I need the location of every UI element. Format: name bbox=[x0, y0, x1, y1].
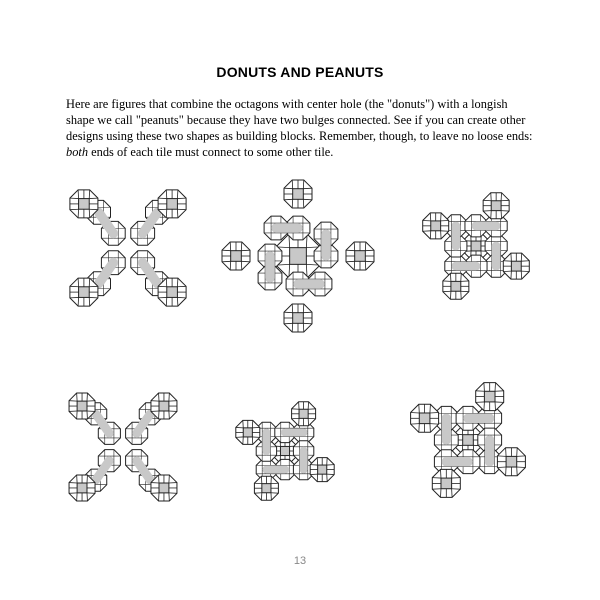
donut-hole bbox=[471, 241, 481, 251]
design-4-figure bbox=[48, 372, 198, 522]
donut-hole bbox=[79, 287, 90, 298]
donut-hole bbox=[506, 456, 517, 467]
design-1-figure bbox=[48, 168, 208, 328]
donut-hole bbox=[491, 201, 501, 211]
donut-hole bbox=[293, 189, 304, 200]
page-title: DONUTS AND PEANUTS bbox=[216, 64, 384, 80]
donut-tile bbox=[151, 393, 177, 419]
donut-hole bbox=[299, 409, 308, 418]
donut-tile bbox=[151, 475, 177, 501]
donut-hole bbox=[77, 483, 87, 493]
donut-tile bbox=[503, 253, 529, 279]
donut-tile bbox=[292, 402, 316, 426]
donut-hole bbox=[262, 484, 271, 493]
donut-hole bbox=[355, 251, 366, 262]
intro-emphasis: both bbox=[66, 145, 89, 159]
peanut-core-edge bbox=[137, 461, 151, 481]
donut-tile bbox=[310, 458, 334, 482]
donut-tile bbox=[346, 242, 374, 270]
peanut-core-edge bbox=[143, 263, 158, 284]
page-number: 13 bbox=[293, 555, 307, 567]
donut-hole bbox=[441, 478, 452, 489]
peanut-core-edge bbox=[99, 212, 114, 233]
design-2-figure bbox=[218, 176, 378, 336]
donut-hole bbox=[231, 251, 242, 262]
donut-tile bbox=[423, 213, 449, 239]
donut-tile bbox=[70, 278, 98, 306]
donut-tile bbox=[70, 190, 98, 218]
donut-hole bbox=[431, 221, 441, 231]
peanut-core-edge bbox=[99, 263, 114, 284]
donut-tile bbox=[284, 180, 312, 208]
intro-paragraph bbox=[66, 96, 536, 160]
donut-hole bbox=[293, 313, 304, 324]
intro-text: Here are figures that combine the octagons with center hole (the "donuts") with a longish shape we call "peanuts" because they have two bulges connected. See if you can create other designs using these two shapes as building blocks. Remember, though, to leave no loose ends: bbox=[66, 97, 533, 143]
intro-text-end: ends of each tile must connect to some other tile. bbox=[88, 145, 334, 159]
peanut-core-edge bbox=[96, 414, 110, 434]
donut-tile bbox=[443, 273, 469, 299]
donut-tile bbox=[411, 404, 439, 432]
donut-hole bbox=[167, 199, 178, 210]
donut-hole bbox=[77, 401, 87, 411]
donut-hole bbox=[463, 435, 474, 446]
donut-tile bbox=[432, 469, 460, 497]
donut-hole bbox=[167, 287, 178, 298]
donut-hole bbox=[159, 401, 169, 411]
donut-hole bbox=[511, 261, 521, 271]
donut-hole bbox=[318, 465, 327, 474]
donut-tile bbox=[69, 475, 95, 501]
donut-hole bbox=[159, 483, 169, 493]
donut-hole bbox=[419, 413, 430, 424]
donut-hole bbox=[243, 428, 252, 437]
donut-hole bbox=[451, 281, 461, 291]
donut-tile bbox=[284, 304, 312, 332]
donut-hole bbox=[79, 199, 90, 210]
donut-tile bbox=[236, 420, 260, 444]
donut-tile bbox=[497, 448, 525, 476]
donut-hole bbox=[484, 391, 495, 402]
design-3-figure bbox=[398, 168, 558, 328]
peanut-core-edge bbox=[143, 212, 158, 233]
donut-hole bbox=[290, 248, 307, 265]
donut-tile bbox=[158, 190, 186, 218]
design-5-figure bbox=[210, 376, 360, 526]
donut-tile bbox=[158, 278, 186, 306]
donut-tile bbox=[483, 193, 509, 219]
peanut-core-edge bbox=[96, 461, 110, 481]
donut-tile bbox=[276, 234, 320, 278]
donut-hole bbox=[280, 446, 289, 455]
donut-tile bbox=[254, 476, 278, 500]
design-6-figure bbox=[378, 348, 558, 528]
peanut-core-edge bbox=[137, 414, 151, 434]
donut-tile bbox=[69, 393, 95, 419]
donut-tile bbox=[222, 242, 250, 270]
donut-tile bbox=[476, 383, 504, 411]
